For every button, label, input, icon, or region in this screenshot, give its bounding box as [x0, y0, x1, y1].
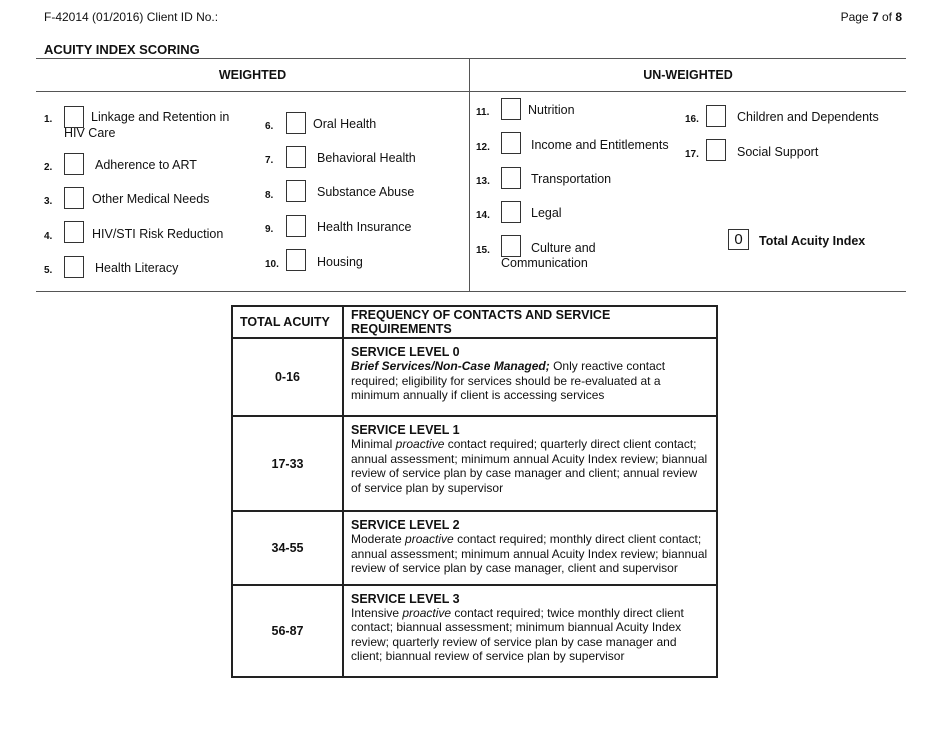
service-level-title: SERVICE LEVEL 3 [351, 591, 460, 606]
item-5-label: Health Literacy [95, 261, 179, 275]
service-level-lead: Brief Services/Non-Case Managed; [351, 359, 550, 374]
table-header-row [232, 306, 717, 338]
item-number: 15. [476, 245, 490, 256]
service-level-title: SERVICE LEVEL 1 [351, 423, 460, 437]
service-level-body: Only reactive contact required; eligibility for services should be re-evaluated at a minimum annually if client is accessing services [351, 359, 666, 403]
grid-bottom-rule [36, 291, 906, 292]
item-10-label: Housing [317, 255, 363, 269]
service-level-emphasis: proactive [405, 532, 454, 547]
item-1-label-line2: HIV Care [64, 126, 116, 140]
item-number: 13. [476, 176, 490, 187]
item-1-label-line1: Linkage and Retention in [91, 110, 230, 124]
item-4-label: HIV/STI Risk Reduction [92, 227, 224, 241]
item-number: 3. [44, 196, 53, 207]
service-level-text [351, 437, 709, 495]
item-5-score-box[interactable] [64, 256, 84, 278]
page-current: 7 [871, 10, 879, 24]
form-id: F-42014 (01/2016) Client ID No.: [44, 10, 219, 24]
item-number: 8. [265, 190, 274, 201]
section-title: ACUITY INDEX SCORING [44, 42, 200, 57]
item-number: 6. [265, 121, 274, 132]
item-number: 2. [44, 162, 53, 173]
service-level-text [351, 606, 709, 664]
service-level-body-start: Moderate [351, 532, 406, 547]
item-number: 5. [44, 265, 53, 276]
item-2-label: Adherence to ART [95, 158, 197, 172]
item-15-label-line1: Culture and [531, 241, 596, 255]
table-row [232, 585, 717, 677]
item-number: 4. [44, 231, 53, 242]
service-level-text [351, 532, 709, 575]
service-level-body-start: Minimal [351, 437, 396, 452]
item-number: 1. [44, 114, 53, 125]
item-12-label: Income and Entitlements [531, 138, 669, 152]
item-2-score-box[interactable] [64, 153, 84, 175]
grid-header-rule [36, 91, 906, 92]
weighted-heading: WEIGHTED [218, 68, 287, 82]
acuity-range: 0-16 [232, 338, 343, 416]
item-16-label: Children and Dependents [737, 110, 879, 124]
service-description [343, 338, 717, 416]
item-14-score-box[interactable] [501, 201, 521, 223]
item-16-score-box[interactable] [706, 105, 726, 127]
acuity-range: 17-33 [232, 416, 343, 511]
service-level-table [231, 305, 718, 678]
item-3-score-box[interactable] [64, 187, 84, 209]
page-number [841, 10, 902, 24]
item-10-score-box[interactable] [286, 249, 306, 271]
item-number: 11. [476, 107, 490, 118]
service-level-text [351, 359, 709, 402]
item-1-label [64, 110, 234, 142]
item-15-label [501, 241, 641, 273]
item-number: 12. [476, 142, 490, 153]
item-9-label: Health Insurance [317, 220, 412, 234]
item-14-label: Legal [531, 206, 562, 220]
item-11-score-box[interactable] [501, 98, 521, 120]
service-description [343, 585, 717, 677]
item-number: 14. [476, 210, 490, 221]
col-frequency: FREQUENCY OF CONTACTS AND SERVICE REQUIREMENTS [343, 306, 717, 338]
service-level-body-end: contact required; quarterly direct client contact; annual assessment; minimum annual Acuity Index review; biannual review of service plan by case manager and client; annual review of service plan by supervisor [351, 437, 708, 495]
item-12-score-box[interactable] [501, 132, 521, 154]
item-15-label-line2: Communication [501, 256, 588, 270]
service-level-emphasis: proactive [402, 606, 452, 621]
service-level-body-end: contact required; twice monthly direct client contact; biannual assessment; minimum biannual Acuity Index review; quarterly review of service plan by case manager and client; biannual review of service plan by supervisor [351, 606, 684, 664]
acuity-range: 34-55 [232, 511, 343, 585]
page-prefix: Page [840, 10, 872, 24]
item-number: 10. [265, 259, 279, 270]
item-6-score-box[interactable] [286, 112, 306, 134]
item-number: 17. [685, 149, 699, 160]
service-description [343, 416, 717, 511]
item-number: 16. [685, 114, 699, 125]
col-total-acuity: TOTAL ACUITY [232, 306, 343, 338]
item-8-label: Substance Abuse [317, 185, 415, 199]
table-row [232, 511, 717, 585]
page-total: 8 [895, 10, 902, 24]
service-level-title: SERVICE LEVEL 2 [351, 518, 460, 532]
item-8-score-box[interactable] [286, 180, 306, 202]
total-acuity-value[interactable]: 0 [728, 229, 749, 250]
service-level-body-start: Intensive [351, 606, 403, 621]
grid-divider [469, 58, 470, 291]
grid-top-rule [36, 58, 906, 59]
item-7-label: Behavioral Health [317, 151, 416, 165]
service-level-title: SERVICE LEVEL 0 [351, 345, 460, 359]
item-4-score-box[interactable] [64, 221, 84, 243]
item-9-score-box[interactable] [286, 215, 306, 237]
service-level-emphasis: proactive [395, 437, 445, 452]
acuity-range: 56-87 [232, 585, 343, 677]
item-13-label: Transportation [531, 172, 612, 186]
table-row [232, 338, 717, 416]
item-6-label: Oral Health [313, 117, 377, 131]
item-3-label: Other Medical Needs [92, 192, 210, 206]
unweighted-heading: UN-WEIGHTED [643, 68, 733, 82]
item-13-score-box[interactable] [501, 167, 521, 189]
service-description [343, 511, 717, 585]
item-7-score-box[interactable] [286, 146, 306, 168]
total-acuity-label: Total Acuity Index [759, 234, 866, 248]
page-of: of [878, 10, 896, 24]
service-level-body-end: contact required; monthly direct client contact; annual assessment; minimum annual Acuity Index review; biannual review of service plan by case manager, client and supervisor [351, 532, 708, 576]
item-17-score-box[interactable] [706, 139, 726, 161]
table-row [232, 416, 717, 511]
item-17-label: Social Support [737, 145, 819, 159]
item-11-label: Nutrition [528, 103, 575, 117]
item-number: 7. [265, 155, 274, 166]
item-number: 9. [265, 224, 274, 235]
